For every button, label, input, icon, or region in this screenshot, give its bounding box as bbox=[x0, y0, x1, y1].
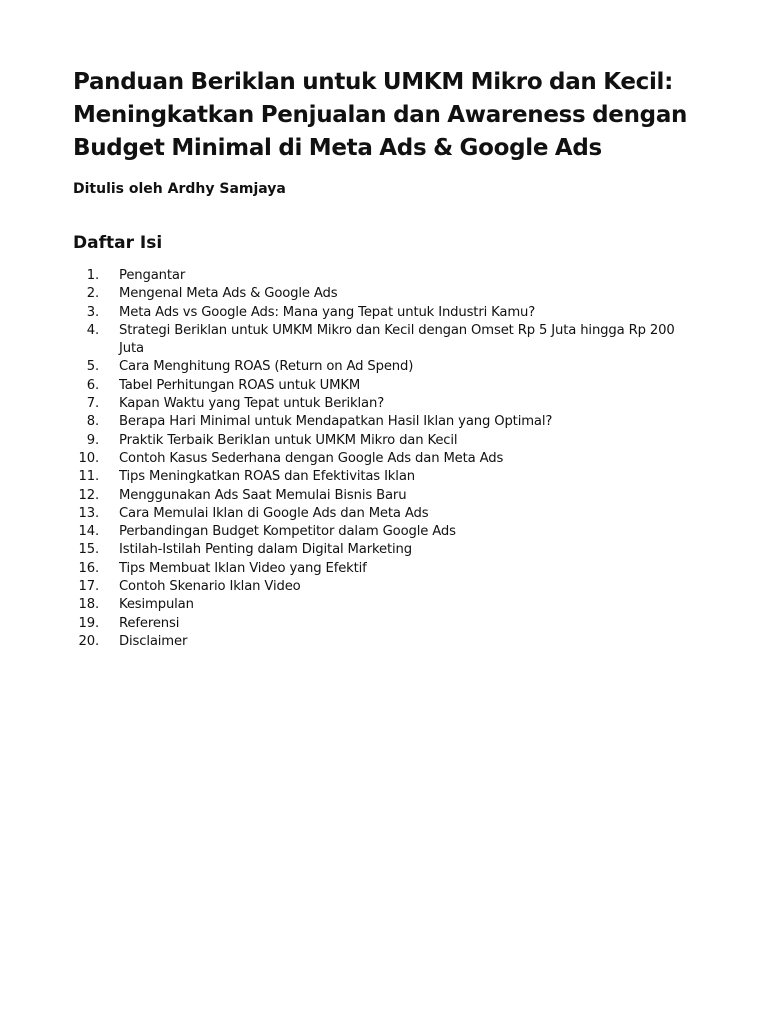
toc-item bbox=[73, 578, 713, 596]
toc-item bbox=[73, 413, 713, 431]
toc-item bbox=[73, 304, 713, 322]
toc-number: 1. bbox=[86, 268, 99, 283]
toc-item bbox=[73, 505, 713, 523]
toc-item bbox=[73, 615, 713, 633]
toc-item bbox=[73, 633, 713, 651]
toc-text: Disclaimer bbox=[119, 633, 188, 649]
toc-text: Berapa Hari Minimal untuk Mendapatkan Hasil Iklan yang Optimal? bbox=[119, 414, 553, 430]
toc-item bbox=[73, 560, 713, 578]
toc-item bbox=[73, 267, 713, 285]
document-page bbox=[73, 66, 713, 651]
toc-text: Cara Memulai Iklan di Google Ads dan Meta Ads bbox=[119, 505, 429, 521]
toc-number: 8. bbox=[86, 414, 99, 430]
toc-text: Tips Meningkatkan ROAS dan Efektivitas Iklan bbox=[119, 469, 415, 485]
toc-text: Contoh Skenario Iklan Video bbox=[119, 579, 301, 595]
toc-item bbox=[73, 377, 713, 395]
toc-text: Strategi Beriklan untuk UMKM Mikro dan Kecil dengan Omset Rp 5 Juta hingga Rp 200 Juta bbox=[119, 322, 675, 357]
toc-item bbox=[73, 432, 713, 450]
document-title: Panduan Beriklan untuk UMKM Mikro dan Kecil: Meningkatkan Penjualan dan Awareness dengan Budget Minimal di Meta Ads & Google Ads bbox=[73, 69, 688, 161]
toc-item bbox=[73, 285, 713, 303]
table-of-contents bbox=[73, 267, 713, 651]
toc-number: 14. bbox=[78, 524, 99, 540]
toc-number: 9. bbox=[86, 432, 99, 448]
toc-text: Cara Menghitung ROAS (Return on Ad Spend) bbox=[119, 359, 414, 375]
toc-item bbox=[73, 322, 713, 359]
toc-number: 19. bbox=[78, 615, 99, 631]
toc-number: 13. bbox=[78, 505, 99, 521]
toc-number: 18. bbox=[78, 597, 99, 613]
toc-text: Praktik Terbaik Beriklan untuk UMKM Mikro dan Kecil bbox=[119, 432, 458, 448]
toc-text: Kapan Waktu yang Tepat untuk Beriklan? bbox=[119, 396, 385, 412]
toc-text: Kesimpulan bbox=[119, 597, 194, 613]
toc-number: 5. bbox=[86, 359, 99, 375]
toc-number: 3. bbox=[86, 304, 99, 320]
toc-number: 15. bbox=[78, 542, 99, 558]
toc-item bbox=[73, 468, 713, 486]
toc-text: Tabel Perhitungan ROAS untuk UMKM bbox=[119, 377, 361, 393]
toc-item bbox=[73, 541, 713, 559]
toc-number: 10. bbox=[78, 450, 99, 466]
toc-number: 20. bbox=[78, 633, 99, 649]
toc-text: Tips Membuat Iklan Video yang Efektif bbox=[119, 560, 367, 576]
toc-item bbox=[73, 358, 713, 376]
toc-number: 7. bbox=[86, 396, 99, 412]
toc-number: 16. bbox=[78, 560, 99, 576]
toc-text: Referensi bbox=[119, 615, 180, 631]
toc-item bbox=[73, 395, 713, 413]
toc-number: 12. bbox=[78, 487, 99, 503]
toc-item bbox=[73, 487, 713, 505]
toc-number: 17. bbox=[78, 579, 99, 595]
toc-number: 6. bbox=[86, 377, 99, 393]
toc-item bbox=[73, 596, 713, 614]
toc-item bbox=[73, 523, 713, 541]
toc-text: Meta Ads vs Google Ads: Mana yang Tepat untuk Industri Kamu? bbox=[119, 304, 536, 320]
toc-number: 2. bbox=[86, 286, 99, 302]
toc-number: 11. bbox=[78, 469, 99, 485]
toc-heading: Daftar Isi bbox=[73, 233, 163, 253]
toc-text: Pengantar bbox=[119, 268, 186, 283]
toc-text: Menggunakan Ads Saat Memulai Bisnis Baru bbox=[119, 487, 407, 503]
toc-text: Perbandingan Budget Kompetitor dalam Google Ads bbox=[119, 524, 456, 540]
document-author: Ditulis oleh Ardhy Samjaya bbox=[73, 181, 286, 197]
toc-text: Mengenal Meta Ads & Google Ads bbox=[119, 286, 338, 302]
toc-number: 4. bbox=[86, 322, 99, 338]
toc-item bbox=[73, 450, 713, 468]
toc-text: Contoh Kasus Sederhana dengan Google Ads dan Meta Ads bbox=[119, 450, 504, 466]
toc-text: Istilah-Istilah Penting dalam Digital Marketing bbox=[119, 542, 412, 558]
